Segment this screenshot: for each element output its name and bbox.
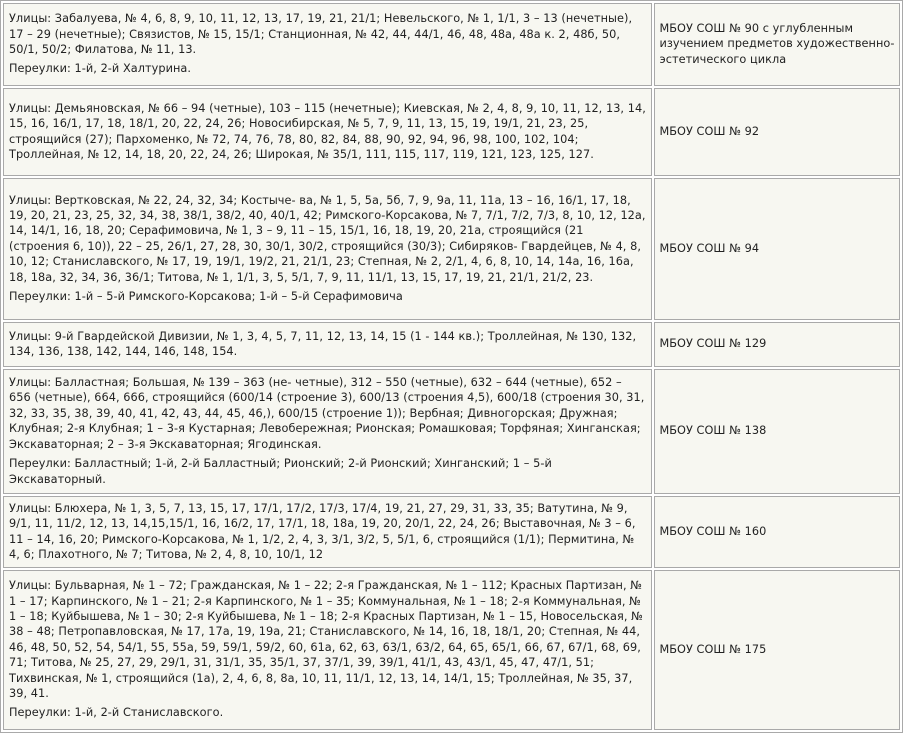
school-cell — [654, 570, 900, 730]
address-cell — [3, 369, 652, 494]
streets-text: Улицы: Балластная; Большая, № 139 – 363 (не- четные), 312 – 550 (четные), 632 – 644 (четные), 652 – 656 (четные), 664, 666, строящийся (600/14 (строение 3), 600/13 (строения 4,5), 600/18 (строения 30, 31, 32, 33, 35, 38, 39, 40, 41, 42, 43, 44, 45, 46,), 600/15 (строение 1)); Вербная; Дивногорская; Дружная; Клубная; 2-я Клубная; 1 – 3-я Кустарная; Левобережная; Рионская; Ромашковая; Торфяная; Хинганская; Экскаваторная; 2 – 3-я Экскаваторная; Ягодинская. — [9, 376, 645, 451]
address-cell — [3, 322, 652, 367]
lanes-text: Переулки: 1-й, 2-й Халтурина. — [9, 62, 192, 76]
streets-text: Улицы: Вертковская, № 22, 24, 32, 34; Костыче- ва, № 1, 5, 5а, 5б, 7, 9, 9а, 11, 11а, 13 – 16, 16/1, 17, 18, 19, 20, 21, 23, 25, 32, 34, 38, 38/1, 38/2, 40, 40/1, 42; Римского-Корсакова, № 7, 7/1, 7/2, 7/3, 8, 10, 12, 12а, 14, 14/1, 16, 18, 20; Серафимовича, № 1, 3 – 9, 11 – 15, 15/1, 16, 18, 19, 20, 21а, строящийся (21 (строения 6, 10)), 22 – 25, 26/1, 27, 28, 30, 30/1, 30/2, строящийся (30/3); Сибиряков- Гвардейцев, № 4, 8, 10, 12; Станиславского, № 17, 19, 19/1, 19/2, 21, 21/1, 23; Степная, № 2, 2/1, 4, 6, 8, 10, 14, 14а, 16, 16а, 18, 18а, 32, 34, 36, 36/1; Титова, № 1, 1/1, 3, 5, 5/1, 7, 9, 11, 11/1, 13, 15, 17, 19, 21, 21/1, 21/2, 23. — [9, 193, 646, 284]
address-cell — [3, 496, 652, 568]
streets-text: Улицы: Бульварная, № 1 – 72; Гражданская, № 1 – 22; 2-я Гражданская, № 1 – 112; Красных Партизан, № 1 – 17; Карпинского, № 1 – 21; 2-я Карпинского, № 1 – 35; Коммунальная, № 1 – 18; 2-я Коммунальная, № 1 – 18; Куйбышева, № 1 – 30; 2-я Куйбышева, № 1 – 18; 2-я Красных Партизан, № 1 – 15, Новосельская, № 38 – 48; Петропавловская, № 17, 17а, 19, 19а, 21; Станиславского, № 14, 16, 18, 18/1, 20; Степная, № 44, 46, 48, 50, 52, 54, 54/1, 55, 55а, 59, 59/1, 59/2, 60, 61а, 62, 63, 63/1, 63/2, 64, 65, 65/1, 66, 67, 67/1, 68, 69, 71; Титова, № 25, 27, 29, 29/1, 31, 31/1, 35, 35/1, 37, 37/1, 39, 39/1, 41/1, 43, 43/1, 45, 47, 47/1, 51; Тихвинская, № 1, строящийся (1а), 2, 4, 6, 8, 8а, 10, 11, 11/1, 12, 13, 14, 14/1, 15; Троллейная, № 35, 37, 39, 41. — [9, 579, 643, 701]
school-cell — [654, 496, 900, 568]
school-name: МБОУ СОШ № 175 — [659, 642, 767, 656]
school-cell — [654, 369, 900, 494]
table-row — [3, 369, 900, 494]
school-cell — [654, 322, 900, 367]
school-name: МБОУ СОШ № 92 — [659, 124, 760, 138]
streets-text: Улицы: Забалуева, № 4, 6, 8, 9, 10, 11, 12, 13, 17, 19, 21, 21/1; Невельского, № 1, 1/1, 3 – 13 (нечетные), 17 – 29 (нечетные); Связистов, № 15, 15/1; Станционная, № 42, 44, 44/1, 46, 48, 48а, 48а к. 2, 48б, 50, 50/1, 50/2; Филатова, № 11, 13. — [9, 12, 633, 56]
table-row — [3, 178, 900, 320]
school-name: МБОУ СОШ № 129 — [659, 337, 767, 351]
school-name: МБОУ СОШ № 90 с углубленным изучением предметов художественно-эстетического цикла — [659, 21, 895, 66]
school-cell — [654, 3, 900, 86]
lanes-text: Переулки: 1-й – 5-й Римского-Корсакова; 1-й – 5-й Серафимовича — [9, 290, 403, 304]
address-cell — [3, 178, 652, 320]
table-row — [3, 570, 900, 730]
table-row — [3, 3, 900, 86]
streets-text: Улицы: Демьяновская, № 66 – 94 (четные), 103 – 115 (нечетные); Киевская, № 2, 4, 8, 9, 10, 11, 12, 13, 14, 15, 16, 16/1, 17, 18, 18/1, 20, 22, 24, 26; Новосибирская, № 5, 7, 9, 11, 13, 15, 19, 19/1, 21, 23, 25, строящийся (27); Пархоменко, № 72, 74, 76, 78, 80, 82, 84, 88, 90, 92, 94, 96, 98, 100, 102, 104; Троллейная, № 12, 14, 18, 20, 22, 24, 26; Широкая, № 35/1, 111, 115, 117, 119, 121, 123, 125, 127. — [9, 101, 646, 161]
address-cell — [3, 88, 652, 176]
table-row — [3, 88, 900, 176]
address-cell — [3, 570, 652, 730]
table-row — [3, 322, 900, 367]
school-cell — [654, 178, 900, 320]
school-name: МБОУ СОШ № 138 — [659, 424, 767, 438]
lanes-text: Переулки: Балластный; 1-й, 2-й Балластный; Рионский; 2-й Рионский; Хинганский; 1 – 5-й Экскаваторный. — [9, 457, 552, 486]
lanes-text: Переулки: 1-й, 2-й Станиславского. — [9, 706, 224, 720]
streets-text: Улицы: 9-й Гвардейской Дивизии, № 1, 3, 4, 5, 7, 11, 12, 13, 14, 15 (1 - 144 кв.); Троллейная, № 130, 132, 134, 136, 138, 142, 144, 146, 148, 154. — [9, 329, 637, 358]
school-name: МБОУ СОШ № 160 — [659, 524, 767, 538]
table-row — [3, 496, 900, 568]
address-cell — [3, 3, 652, 86]
school-name: МБОУ СОШ № 94 — [659, 241, 760, 255]
school-cell — [654, 88, 900, 176]
streets-text: Улицы: Блюхера, № 1, 3, 5, 7, 13, 15, 17, 17/1, 17/2, 17/3, 17/4, 19, 21, 27, 29, 31, 33, 35; Ватутина, № 9, 9/1, 11, 11/2, 12, 13, 14,15,15/1, 16, 16/2, 17, 17/1, 18, 18а, 19, 20, 20/1, 22, 24, 26; Выставочная, № 3 – 6, 11 – 14, 16, 20; Римского-Корсакова, № 1, 1/2, 2, 4, 3, 3/1, 3/2, 5, 5/1, 6, строящийся (1/1); Пермитина, № 4, 6; Плахотного, № 7; Титова, № 2, 4, 8, 10, 10/1, 12 — [9, 501, 636, 561]
